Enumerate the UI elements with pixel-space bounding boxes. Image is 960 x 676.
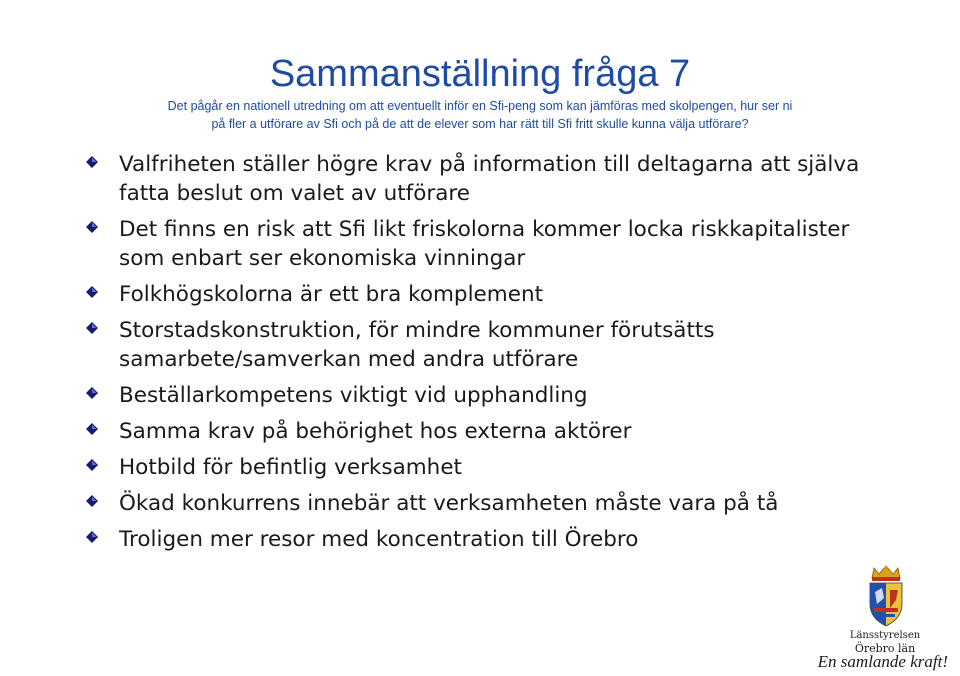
logo-text-orebro-lan: Örebro län xyxy=(854,642,916,655)
list-item xyxy=(86,453,886,482)
bullet-diamond-icon xyxy=(86,495,98,507)
bullet-text: Ökad konkurrens innebär att verksamheten måste vara på tå xyxy=(119,491,779,516)
list-item xyxy=(86,316,886,374)
bullet-diamond-icon xyxy=(86,423,98,435)
coat-of-arms-icon xyxy=(866,564,906,628)
bullet-text: Folkhögskolorna är ett bra komplement xyxy=(119,282,543,307)
bullet-text: Storstadskonstruktion, för mindre kommuner förutsätts samarbete/samverkan med andra utförare xyxy=(119,318,715,372)
bullet-diamond-icon xyxy=(86,221,98,233)
bullet-text: Hotbild för befintlig verksamhet xyxy=(119,455,462,480)
list-item xyxy=(86,150,886,208)
subtitle-line-1: Det pågår en nationell utredning om att eventuellt inför en Sfi-peng som kan jämföras med skolpengen, hur ser ni xyxy=(167,99,793,113)
bullet-text: Troligen mer resor med koncentration till Örebro xyxy=(119,527,639,552)
slide-subtitle xyxy=(80,97,880,133)
bullet-text: Valfriheten ställer högre krav på information till deltagarna att själva fatta beslut om valet av utförare xyxy=(119,152,860,206)
bullet-diamond-icon xyxy=(86,322,98,334)
bullet-list xyxy=(86,150,886,561)
bullet-text: Det finns en risk att Sfi likt friskolorna kommer locka riskkapitalister som enbart ser ekonomiska vinningar xyxy=(119,217,850,271)
list-item xyxy=(86,417,886,446)
subtitle-line-2: på fler a utförare av Sfi och på de att de elever som har rätt till Sfi fritt skulle kunna välja utförare? xyxy=(211,117,749,131)
list-item xyxy=(86,381,886,410)
list-item xyxy=(86,489,886,518)
bullet-text: Samma krav på behörighet hos externa aktörer xyxy=(119,419,632,444)
bullet-diamond-icon xyxy=(86,387,98,399)
list-item xyxy=(86,525,886,554)
bullet-diamond-icon xyxy=(86,459,98,471)
logo-text-lansstyrelsen: Länsstyrelsen xyxy=(849,630,921,641)
list-item xyxy=(86,280,886,309)
slide-title: Sammanställning fråga 7 xyxy=(269,53,691,95)
bullet-text: Beställarkompetens viktigt vid upphandling xyxy=(119,383,588,408)
bullet-diamond-icon xyxy=(86,286,98,298)
bullet-diamond-icon xyxy=(86,156,98,168)
tagline: En samlande kraft! xyxy=(817,652,948,671)
bullet-diamond-icon xyxy=(86,531,98,543)
list-item xyxy=(86,215,886,273)
